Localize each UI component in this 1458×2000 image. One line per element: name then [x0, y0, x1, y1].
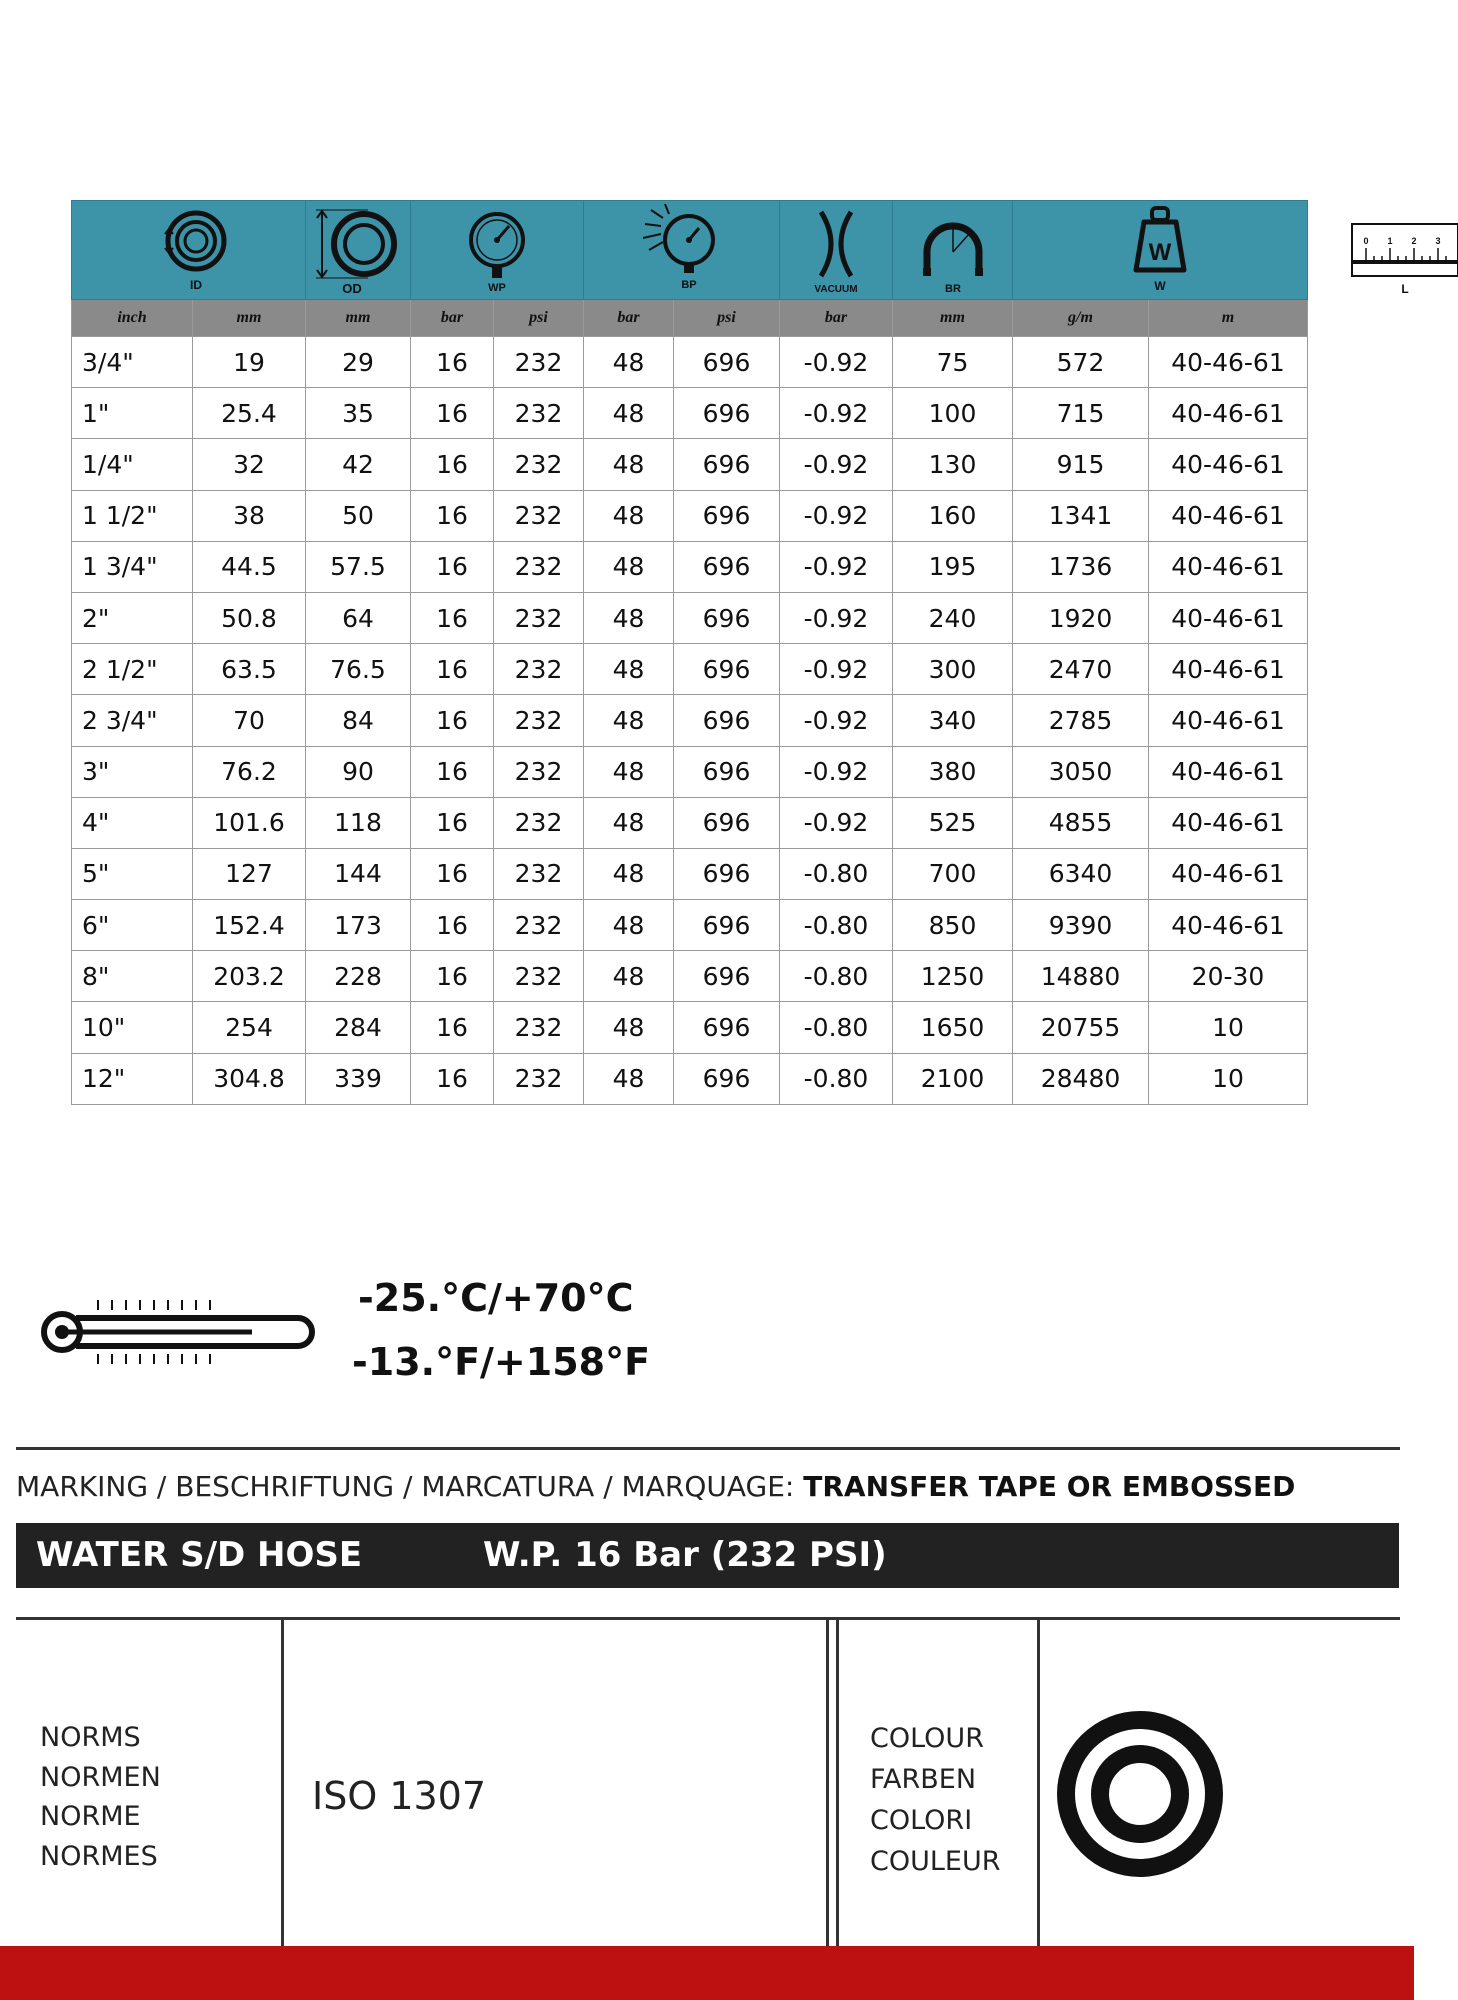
table-row: [72, 541, 1308, 592]
norm-value: ISO 1307: [312, 1774, 487, 1818]
grid-divider: [836, 1620, 839, 1950]
table-cell: 232: [494, 337, 584, 388]
size-inch-cell: 5": [72, 848, 193, 899]
table-cell: 232: [494, 541, 584, 592]
table-cell: 16: [411, 388, 494, 439]
size-inch-cell: 12": [72, 1053, 193, 1104]
table-cell: 118: [306, 797, 411, 848]
table-cell: 232: [494, 695, 584, 746]
table-row: [72, 490, 1308, 541]
length-icon-label: L: [1401, 282, 1409, 296]
table-cell: -0.92: [780, 797, 893, 848]
table-cell: 160: [893, 490, 1013, 541]
table-cell: 232: [494, 900, 584, 951]
table-cell: 25.4: [193, 388, 306, 439]
od-icon-label: OD: [342, 281, 362, 296]
table-cell: 572: [1013, 337, 1149, 388]
product-name: WATER S/D HOSE: [36, 1535, 363, 1575]
id-icon-label: ID: [189, 278, 202, 292]
table-cell: 48: [584, 541, 674, 592]
table-cell: 195: [893, 541, 1013, 592]
table-cell: 696: [674, 644, 780, 695]
id-header: [72, 201, 306, 300]
br-icon-label: BR: [944, 283, 961, 295]
vacuum-icon-label: VACUUM: [814, 284, 858, 295]
table-cell: 40-46-61: [1149, 490, 1308, 541]
unit-cell: bar: [780, 300, 893, 337]
wp-icon-label: WP: [488, 282, 506, 294]
table-cell: 40-46-61: [1149, 388, 1308, 439]
unit-cell: mm: [893, 300, 1013, 337]
spec-table-body: [72, 337, 1308, 1105]
size-inch-cell: 1": [72, 388, 193, 439]
table-cell: 57.5: [306, 541, 411, 592]
working-pressure-gauge-icon: [447, 204, 547, 296]
table-cell: 16: [411, 1002, 494, 1053]
table-cell: 28480: [1013, 1053, 1149, 1104]
table-cell: 696: [674, 695, 780, 746]
table-cell: 232: [494, 1002, 584, 1053]
table-cell: 152.4: [193, 900, 306, 951]
footer-bar: [0, 1946, 1414, 2000]
table-cell: 16: [411, 797, 494, 848]
length-ruler-icon: [1308, 204, 1458, 296]
table-cell: 4855: [1013, 797, 1149, 848]
table-cell: 232: [494, 388, 584, 439]
table-cell: 127: [193, 848, 306, 899]
table-row: [72, 1053, 1308, 1104]
unit-cell: mm: [306, 300, 411, 337]
size-inch-cell: 3/4": [72, 337, 193, 388]
size-inch-cell: 2 1/2": [72, 644, 193, 695]
grid-divider: [826, 1620, 829, 1950]
temperature-celsius: -25.°C/+70°C: [358, 1276, 634, 1320]
unit-cell: psi: [494, 300, 584, 337]
grid-divider: [1037, 1620, 1040, 1950]
table-cell: 696: [674, 337, 780, 388]
table-cell: 48: [584, 337, 674, 388]
table-cell: 40-46-61: [1149, 695, 1308, 746]
table-cell: 20-30: [1149, 951, 1308, 1002]
unit-cell: bar: [584, 300, 674, 337]
size-inch-cell: 2 3/4": [72, 695, 193, 746]
table-cell: -0.92: [780, 592, 893, 643]
weight-header: [1013, 201, 1308, 300]
table-cell: -0.92: [780, 644, 893, 695]
table-cell: 173: [306, 900, 411, 951]
table-cell: 48: [584, 951, 674, 1002]
table-cell: 84: [306, 695, 411, 746]
table-row: [72, 848, 1308, 899]
table-cell: 696: [674, 797, 780, 848]
table-cell: 10: [1149, 1053, 1308, 1104]
bp-icon-label: BP: [680, 279, 697, 291]
table-cell: 1250: [893, 951, 1013, 1002]
size-inch-cell: 3": [72, 746, 193, 797]
table-cell: 29: [306, 337, 411, 388]
norms-label: NORMEN: [40, 1761, 161, 1793]
size-inch-cell: 4": [72, 797, 193, 848]
table-cell: 20755: [1013, 1002, 1149, 1053]
size-inch-cell: 1 3/4": [72, 541, 193, 592]
table-cell: 16: [411, 337, 494, 388]
table-cell: 228: [306, 951, 411, 1002]
table-row: [72, 746, 1308, 797]
table-cell: 3050: [1013, 746, 1149, 797]
table-cell: 696: [674, 490, 780, 541]
table-cell: 240: [893, 592, 1013, 643]
size-inch-cell: 10": [72, 1002, 193, 1053]
table-cell: -0.80: [780, 900, 893, 951]
table-cell: -0.80: [780, 848, 893, 899]
table-cell: 76.5: [306, 644, 411, 695]
table-cell: 40-46-61: [1149, 900, 1308, 951]
br-header: [893, 201, 1013, 300]
table-row: [72, 951, 1308, 1002]
working-pressure: W.P. 16 Bar (232 PSI): [483, 1535, 887, 1575]
table-cell: -0.92: [780, 541, 893, 592]
marking-value: TRANSFER TAPE OR EMBOSSED: [803, 1470, 1296, 1503]
burst-pressure-gauge-icon: [627, 204, 737, 296]
colour-swatch-icon: [1056, 1710, 1224, 1878]
table-row: [72, 797, 1308, 848]
table-cell: 696: [674, 1053, 780, 1104]
weight-icon-label: W: [1154, 279, 1166, 293]
table-cell: 232: [494, 644, 584, 695]
table-cell: 44.5: [193, 541, 306, 592]
table-cell: 40-46-61: [1149, 592, 1308, 643]
table-cell: 48: [584, 746, 674, 797]
table-cell: 40-46-61: [1149, 644, 1308, 695]
ruler-tick-1: 1: [1387, 236, 1393, 246]
table-cell: 16: [411, 541, 494, 592]
table-cell: 1736: [1013, 541, 1149, 592]
table-cell: -0.92: [780, 490, 893, 541]
unit-cell: m: [1149, 300, 1308, 337]
table-cell: 40-46-61: [1149, 541, 1308, 592]
table-cell: 525: [893, 797, 1013, 848]
norms-labels: [40, 1718, 161, 1876]
table-cell: -0.92: [780, 388, 893, 439]
table-row: [72, 592, 1308, 643]
table-cell: 90: [306, 746, 411, 797]
table-cell: 1920: [1013, 592, 1149, 643]
table-cell: 10: [1149, 1002, 1308, 1053]
table-cell: 16: [411, 900, 494, 951]
table-cell: 232: [494, 848, 584, 899]
table-cell: 284: [306, 1002, 411, 1053]
table-cell: -0.92: [780, 337, 893, 388]
table-cell: 696: [674, 388, 780, 439]
table-cell: 232: [494, 746, 584, 797]
table-cell: -0.80: [780, 1053, 893, 1104]
table-cell: 696: [674, 951, 780, 1002]
table-cell: 48: [584, 695, 674, 746]
table-cell: 40-46-61: [1149, 746, 1308, 797]
table-cell: 130: [893, 439, 1013, 490]
table-cell: -0.92: [780, 746, 893, 797]
table-cell: 232: [494, 490, 584, 541]
table-cell: -0.80: [780, 951, 893, 1002]
table-cell: 16: [411, 490, 494, 541]
unit-cell: mm: [193, 300, 306, 337]
table-cell: 16: [411, 951, 494, 1002]
table-row: [72, 388, 1308, 439]
table-cell: 696: [674, 900, 780, 951]
table-cell: 35: [306, 388, 411, 439]
table-cell: 63.5: [193, 644, 306, 695]
table-cell: 696: [674, 1002, 780, 1053]
table-cell: 42: [306, 439, 411, 490]
table-cell: 32: [193, 439, 306, 490]
table-cell: 144: [306, 848, 411, 899]
ruler-tick-0: 0: [1363, 236, 1369, 246]
norms-label: NORME: [40, 1801, 141, 1832]
table-cell: 48: [584, 644, 674, 695]
colour-label: FARBEN: [870, 1764, 977, 1795]
unit-cell: psi: [674, 300, 780, 337]
table-cell: 232: [494, 951, 584, 1002]
table-cell: 696: [674, 746, 780, 797]
table-cell: 16: [411, 592, 494, 643]
od-header: [306, 201, 411, 300]
table-cell: 64: [306, 592, 411, 643]
table-cell: 850: [893, 900, 1013, 951]
table-cell: 340: [893, 695, 1013, 746]
table-cell: 48: [584, 439, 674, 490]
table-cell: 40-46-61: [1149, 848, 1308, 899]
table-row: [72, 900, 1308, 951]
table-cell: 40-46-61: [1149, 439, 1308, 490]
wp-header: [411, 201, 584, 300]
table-cell: 101.6: [193, 797, 306, 848]
vacuum-header: [780, 201, 893, 300]
table-cell: 203.2: [193, 951, 306, 1002]
table-cell: 70: [193, 695, 306, 746]
table-cell: 14880: [1013, 951, 1149, 1002]
divider: [16, 1447, 1400, 1450]
spec-table: [71, 200, 1441, 1105]
table-cell: 48: [584, 1002, 674, 1053]
table-row: [72, 644, 1308, 695]
table-cell: 2785: [1013, 695, 1149, 746]
table-cell: 232: [494, 592, 584, 643]
ruler-tick-2: 2: [1411, 236, 1417, 246]
table-cell: 232: [494, 1053, 584, 1104]
table-row: [72, 695, 1308, 746]
size-inch-cell: 2": [72, 592, 193, 643]
weight-icon: [1110, 204, 1210, 296]
table-cell: 1650: [893, 1002, 1013, 1053]
colour-label: COLOUR: [870, 1723, 984, 1754]
table-cell: 48: [584, 388, 674, 439]
marking-line: [16, 1470, 1295, 1503]
table-cell: 700: [893, 848, 1013, 899]
table-cell: 696: [674, 541, 780, 592]
unit-cell: inch: [72, 300, 193, 337]
table-cell: 232: [494, 797, 584, 848]
table-row: [72, 1002, 1308, 1053]
table-cell: 915: [1013, 439, 1149, 490]
table-cell: 696: [674, 848, 780, 899]
size-inch-cell: 1/4": [72, 439, 193, 490]
table-cell: 2100: [893, 1053, 1013, 1104]
table-cell: 2470: [1013, 644, 1149, 695]
table-cell: 1341: [1013, 490, 1149, 541]
icon-header-row: [72, 201, 1308, 300]
table-cell: 16: [411, 644, 494, 695]
grid-divider: [281, 1620, 284, 1950]
unit-cell: bar: [411, 300, 494, 337]
unit-header-row: [72, 300, 1308, 337]
unit-cell: g/m: [1013, 300, 1149, 337]
table-cell: 40-46-61: [1149, 337, 1308, 388]
table-cell: 6340: [1013, 848, 1149, 899]
ruler-tick-3: 3: [1435, 236, 1441, 246]
table-cell: 75: [893, 337, 1013, 388]
table-cell: 16: [411, 1053, 494, 1104]
table-cell: 19: [193, 337, 306, 388]
table-cell: 16: [411, 848, 494, 899]
table-cell: 48: [584, 592, 674, 643]
table-cell: 50.8: [193, 592, 306, 643]
table-cell: -0.80: [780, 1002, 893, 1053]
table-cell: 100: [893, 388, 1013, 439]
table-cell: 38: [193, 490, 306, 541]
temperature-fahrenheit: -13.°F/+158°F: [352, 1340, 651, 1384]
divider: [16, 1617, 1400, 1620]
table-cell: 696: [674, 592, 780, 643]
table-cell: 9390: [1013, 900, 1149, 951]
table-cell: 304.8: [193, 1053, 306, 1104]
table-cell: 40-46-61: [1149, 797, 1308, 848]
thermometer-icon: [40, 1296, 312, 1368]
table-cell: 380: [893, 746, 1013, 797]
table-cell: 48: [584, 900, 674, 951]
table-cell: 339: [306, 1053, 411, 1104]
table-cell: 76.2: [193, 746, 306, 797]
norms-label: NORMS: [40, 1722, 141, 1753]
product-band: [16, 1523, 1399, 1588]
table-cell: 48: [584, 848, 674, 899]
inner-diameter-icon: [134, 204, 244, 296]
table-cell: 696: [674, 439, 780, 490]
table-cell: 300: [893, 644, 1013, 695]
vacuum-icon: [791, 204, 881, 296]
outer-diameter-icon: [308, 204, 408, 296]
table-cell: 16: [411, 695, 494, 746]
table-cell: 16: [411, 439, 494, 490]
table-cell: 254: [193, 1002, 306, 1053]
bend-radius-icon: [903, 204, 1003, 296]
table-cell: 715: [1013, 388, 1149, 439]
colour-label: COLORI: [870, 1805, 973, 1836]
table-cell: 48: [584, 797, 674, 848]
marking-label: MARKING / BESCHRIFTUNG / MARCATURA / MARQUAGE:: [16, 1470, 804, 1503]
table-cell: 16: [411, 746, 494, 797]
bp-header: [584, 201, 780, 300]
table-cell: -0.92: [780, 695, 893, 746]
size-inch-cell: 6": [72, 900, 193, 951]
table-cell: 48: [584, 490, 674, 541]
table-cell: 48: [584, 1053, 674, 1104]
table-row: [72, 337, 1308, 388]
norms-label: NORMES: [40, 1840, 158, 1872]
size-inch-cell: 1 1/2": [72, 490, 193, 541]
table-cell: 50: [306, 490, 411, 541]
colour-labels: [870, 1718, 1001, 1882]
size-inch-cell: 8": [72, 951, 193, 1002]
table-cell: 232: [494, 439, 584, 490]
table-row: [72, 439, 1308, 490]
table-cell: -0.92: [780, 439, 893, 490]
weight-icon-glyph: W: [1148, 239, 1172, 266]
colour-label: COULEUR: [870, 1846, 1001, 1877]
